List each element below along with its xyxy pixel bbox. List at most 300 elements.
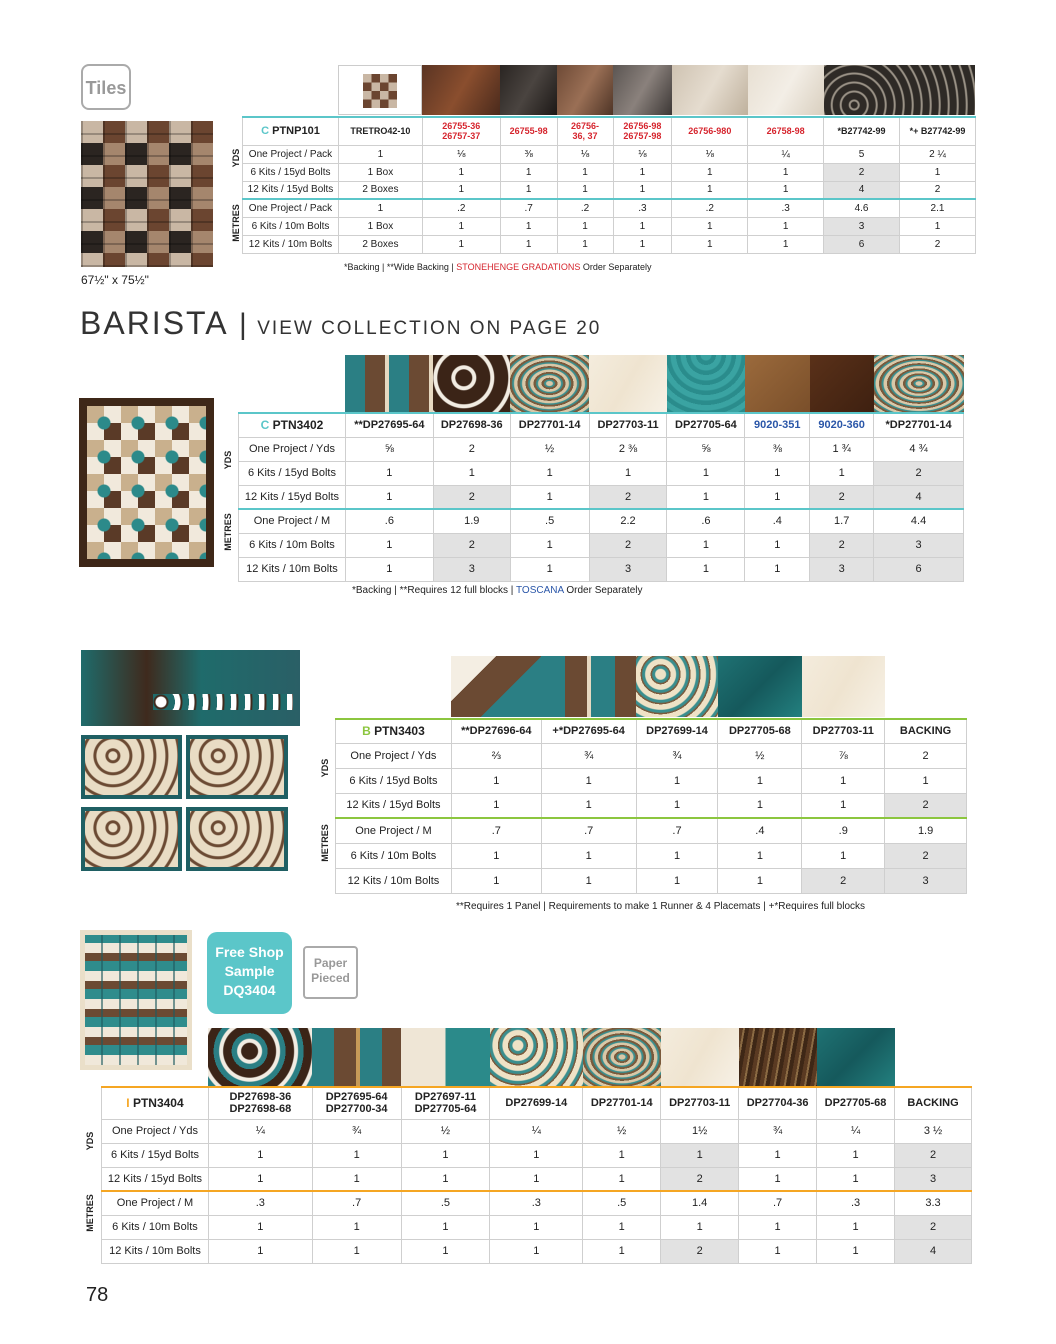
table-cell: 1 ¾ <box>810 437 874 461</box>
table-cell: 1 <box>510 485 589 509</box>
tiles-note: *Backing | **Wide Backing | STONEHENGE GRADATIONS Order Separately <box>344 262 652 272</box>
table-cell: 1 <box>451 868 541 893</box>
table-cell: 1 <box>583 1215 661 1239</box>
table-cell: 1 <box>541 768 636 793</box>
table-cell: 1 <box>613 217 672 235</box>
col-header: DP27703-11 <box>589 413 667 437</box>
row-label: 12 Kits / 10m Bolts <box>102 1239 209 1263</box>
col-header: DP27705-68 <box>817 1087 895 1119</box>
ptn3402-table <box>238 412 964 582</box>
swatch-dp27703-11 <box>589 355 667 412</box>
table-cell: 1 <box>745 485 810 509</box>
col-header: DP27698-36 DP27698-68 <box>208 1087 312 1119</box>
row-label: 6 Kits / 10m Bolts <box>336 843 452 868</box>
ptn3403-note: **Requires 1 Panel | Requirements to make 1 Runner & 4 Placemats | +*Requires full blocks <box>456 901 866 912</box>
table-cell: 3 <box>824 217 900 235</box>
swatch-dp27705-68 <box>718 656 802 717</box>
table-cell: ⅜ <box>500 145 557 163</box>
swatch-26755-36 <box>422 65 500 115</box>
table-cell: 1 <box>510 557 589 581</box>
table-cell: 1 <box>345 557 433 581</box>
table-cell: 2 <box>885 843 967 868</box>
table-cell: 2 ¼ <box>899 145 975 163</box>
col-header: DP27701-14 <box>510 413 589 437</box>
table-cell: 1 <box>541 868 636 893</box>
table-cell: 1 <box>748 235 824 253</box>
table-cell: 2 Boxes <box>338 181 422 199</box>
col-header: TRETRO42-10 <box>338 117 422 145</box>
table-cell: 1 <box>338 199 422 217</box>
table-cell: .5 <box>583 1191 661 1215</box>
col-header: 26755-98 <box>500 117 557 145</box>
col-header: DP27705-68 <box>718 719 802 743</box>
placemat-image <box>81 735 182 799</box>
row-label: One Project / Pack <box>243 199 339 217</box>
table-cell: 6 <box>874 557 964 581</box>
table-cell: 1 <box>557 217 613 235</box>
table-row <box>243 199 976 217</box>
table-row <box>239 461 964 485</box>
swatch-dp27703-11 <box>661 1028 739 1086</box>
collection-title: BARISTA <box>80 305 229 341</box>
table-cell: 1 <box>672 163 748 181</box>
table-cell: 1 <box>583 1143 661 1167</box>
pattern-code[interactable]: I PTN3404 <box>102 1087 209 1119</box>
table-cell: ¼ <box>208 1119 312 1143</box>
table-cell: 1 <box>557 163 613 181</box>
table-cell: 2.2 <box>589 509 667 533</box>
collection-link[interactable]: VIEW COLLECTION ON PAGE 20 <box>257 318 602 339</box>
swatch-26756-36 <box>557 65 613 115</box>
table-cell: 1 <box>899 163 975 181</box>
table-cell: 1 <box>613 235 672 253</box>
col-header: DP27703-11 <box>661 1087 739 1119</box>
table-cell: .7 <box>541 818 636 843</box>
tiles-table <box>242 116 976 254</box>
table-row <box>243 181 976 199</box>
table-cell: 3 <box>433 557 510 581</box>
table-cell: 1 <box>667 485 745 509</box>
table-cell: 1 <box>401 1167 490 1191</box>
free-shop-sample-badge[interactable] <box>207 932 292 1014</box>
table-cell: 1 <box>817 1143 895 1167</box>
placemat-image <box>186 735 288 799</box>
table-cell: 1 <box>451 793 541 818</box>
table-cell: 1 Box <box>338 163 422 181</box>
table-cell: 5 <box>824 145 900 163</box>
table-cell: 3 <box>874 533 964 557</box>
row-label: One Project / M <box>336 818 452 843</box>
table-cell: 1 <box>422 217 500 235</box>
table-row <box>102 1239 972 1263</box>
col-header: 26755-36 26757-37 <box>422 117 500 145</box>
swatch-dp27695-64 <box>312 1028 401 1086</box>
table-cell: 1 <box>510 461 589 485</box>
swatch-26756-98 <box>613 65 672 115</box>
swatch-dp27695-64 <box>345 355 433 412</box>
table-cell: 1 <box>422 235 500 253</box>
table-cell: 1 Box <box>338 217 422 235</box>
table-cell: 1 <box>661 1143 739 1167</box>
col-header: DP27697-11 DP27705-64 <box>401 1087 490 1119</box>
table-row <box>336 743 967 768</box>
table-cell: 1 <box>583 1167 661 1191</box>
col-header: DP27699-14 <box>636 719 718 743</box>
page-number: 78 <box>86 1284 109 1306</box>
table-cell: 3 <box>885 868 967 893</box>
ptn3403-runner-image <box>81 650 300 726</box>
table-cell: ½ <box>510 437 589 461</box>
table-cell: .4 <box>745 509 810 533</box>
table-cell: 2 <box>874 461 964 485</box>
table-cell: 1 <box>802 768 885 793</box>
table-row <box>243 217 976 235</box>
table-cell: 1 <box>817 1215 895 1239</box>
tiles-yds-label: YDS <box>231 148 241 168</box>
pattern-code[interactable]: B PTN3403 <box>336 719 452 743</box>
table-cell: 2 <box>589 533 667 557</box>
table-cell: 1 <box>583 1239 661 1263</box>
table-row <box>336 768 967 793</box>
pattern-code[interactable]: C PTN3402 <box>239 413 346 437</box>
table-cell: ¾ <box>541 743 636 768</box>
table-cell: ¾ <box>312 1119 401 1143</box>
table-cell: 1 <box>636 843 718 868</box>
table-cell: 2 <box>802 868 885 893</box>
table-cell: ⅛ <box>613 145 672 163</box>
table-cell: 2 <box>810 485 874 509</box>
table-cell: 3 <box>895 1167 972 1191</box>
col-header: DP27705-64 <box>667 413 745 437</box>
row-label: 6 Kits / 15yd Bolts <box>239 461 346 485</box>
swatch-dp27695-64 <box>541 656 636 717</box>
table-cell: 1 <box>208 1167 312 1191</box>
row-label: One Project / M <box>102 1191 209 1215</box>
row-label: One Project / Yds <box>336 743 452 768</box>
table-cell: 1 <box>500 217 557 235</box>
table-cell: 1 <box>718 793 802 818</box>
row-label: 12 Kits / 10m Bolts <box>336 868 452 893</box>
col-header: DP27703-11 <box>802 719 885 743</box>
swatch-b27742-99 <box>824 65 975 115</box>
table-cell: .6 <box>667 509 745 533</box>
table-cell: 1 <box>613 181 672 199</box>
col-header: 9020-360 <box>810 413 874 437</box>
table-cell: 1 <box>885 768 967 793</box>
table-cell: 1 <box>451 768 541 793</box>
table-row <box>102 1191 972 1215</box>
col-header: 26758-98 <box>748 117 824 145</box>
table-cell: 1 <box>739 1167 817 1191</box>
table-cell: .7 <box>312 1191 401 1215</box>
tiles-badge: Tiles <box>81 64 131 110</box>
table-cell: 2 Boxes <box>338 235 422 253</box>
table-cell: 1 <box>500 235 557 253</box>
table-cell: 2 <box>433 533 510 557</box>
swatch-26758-98 <box>748 65 824 115</box>
col-header: **DP27696-64 <box>451 719 541 743</box>
table-cell: ¼ <box>490 1119 583 1143</box>
swatch-dp27696-64 <box>451 656 541 717</box>
table-cell: .2 <box>557 199 613 217</box>
table-cell: 1 <box>613 163 672 181</box>
table-cell: ½ <box>718 743 802 768</box>
table-cell: 1 <box>817 1239 895 1263</box>
sample-code: DQ3404 <box>223 982 276 998</box>
col-header: **DP27695-64 <box>345 413 433 437</box>
table-cell: ¾ <box>739 1119 817 1143</box>
table-cell: .7 <box>451 818 541 843</box>
col-header: 26756-980 <box>672 117 748 145</box>
table-cell: .2 <box>422 199 500 217</box>
table-cell: 1 <box>490 1239 583 1263</box>
table-row <box>102 1119 972 1143</box>
table-cell: ⅛ <box>557 145 613 163</box>
table-cell: 1 <box>433 461 510 485</box>
table-cell: .5 <box>510 509 589 533</box>
row-label: 12 Kits / 15yd Bolts <box>243 181 339 199</box>
tiles-quilt-size: 67½" x 75½" <box>81 273 149 287</box>
table-cell: 1 <box>422 181 500 199</box>
ptn3402-metres-label: METRES <box>223 513 233 551</box>
sample-text: Sample <box>224 963 275 979</box>
table-cell: 1 <box>636 793 718 818</box>
table-cell: 1 <box>312 1143 401 1167</box>
table-cell: 2 <box>899 181 975 199</box>
table-cell: 1 <box>748 181 824 199</box>
tiles-metres-label: METRES <box>231 204 241 242</box>
table-cell: 1.7 <box>810 509 874 533</box>
row-label: One Project / Pack <box>243 145 339 163</box>
ptn3404-metres-label: METRES <box>85 1194 95 1232</box>
table-cell: ⅝ <box>667 437 745 461</box>
swatch-tretro42-10 <box>338 65 422 115</box>
table-cell: .3 <box>613 199 672 217</box>
table-cell: 1 <box>589 461 667 485</box>
table-cell: 1 <box>208 1143 312 1167</box>
tiles-quilt-image <box>81 121 213 267</box>
col-header: DP27699-14 <box>490 1087 583 1119</box>
table-row <box>102 1143 972 1167</box>
table-cell: 1 <box>345 485 433 509</box>
row-label: One Project / Yds <box>239 437 346 461</box>
table-cell: 1 <box>557 235 613 253</box>
heading-separator: | <box>239 308 247 341</box>
table-cell: 1 <box>817 1167 895 1191</box>
table-cell: 4 <box>874 485 964 509</box>
table-cell: 1 <box>667 461 745 485</box>
table-row <box>239 557 964 581</box>
ptn3404-table <box>101 1086 972 1264</box>
pattern-code[interactable]: C PTNP101 <box>243 117 339 145</box>
table-cell: 3 ½ <box>895 1119 972 1143</box>
table-cell: 1 <box>557 181 613 199</box>
table-cell: ⅝ <box>345 437 433 461</box>
col-header: 26756- 36, 37 <box>557 117 613 145</box>
table-cell: 1 <box>422 163 500 181</box>
table-cell: .5 <box>401 1191 490 1215</box>
table-cell: 1 <box>745 461 810 485</box>
table-cell: 2 <box>885 793 967 818</box>
paper-pieced-badge: Paper Pieced <box>303 946 358 999</box>
ptn3402-quilt-image <box>79 398 214 567</box>
ptn3402-note: *Backing | **Requires 12 full blocks | TOSCANA Order Separately <box>352 585 643 596</box>
table-cell: .2 <box>672 199 748 217</box>
table-cell: 1 <box>739 1143 817 1167</box>
table-cell: 2 <box>824 163 900 181</box>
table-cell: ½ <box>583 1119 661 1143</box>
row-label: One Project / Yds <box>102 1119 209 1143</box>
free-shop-text: Free Shop <box>215 944 284 960</box>
table-cell: 6 <box>824 235 900 253</box>
table-row <box>243 145 976 163</box>
table-cell: ⅛ <box>422 145 500 163</box>
swatch-dp27697-11 <box>401 1028 490 1086</box>
table-row <box>102 1167 972 1191</box>
table-cell: 1 <box>739 1215 817 1239</box>
row-label: 12 Kits / 15yd Bolts <box>102 1167 209 1191</box>
table-cell: 3 <box>589 557 667 581</box>
table-cell: 2 <box>895 1215 972 1239</box>
table-cell: 1 <box>672 235 748 253</box>
table-cell: .3 <box>490 1191 583 1215</box>
row-label: 12 Kits / 10m Bolts <box>239 557 346 581</box>
table-cell: .4 <box>718 818 802 843</box>
table-row <box>336 868 967 893</box>
table-cell: 1 <box>718 868 802 893</box>
col-header: 9020-351 <box>745 413 810 437</box>
table-row <box>239 437 964 461</box>
row-label: 6 Kits / 15yd Bolts <box>102 1143 209 1167</box>
table-cell: 4 <box>895 1239 972 1263</box>
table-cell: 1 <box>345 461 433 485</box>
table-cell: 1 <box>490 1167 583 1191</box>
table-cell: .7 <box>739 1191 817 1215</box>
swatch-dp27704-36 <box>739 1028 817 1086</box>
table-cell: 2 <box>589 485 667 509</box>
col-header: BACKING <box>885 719 967 743</box>
table-cell: 1 <box>745 533 810 557</box>
swatch-26756-980 <box>672 65 748 115</box>
col-header: DP27698-36 <box>433 413 510 437</box>
col-header: DP27695-64 DP27700-34 <box>312 1087 401 1119</box>
table-cell: 2 <box>661 1239 739 1263</box>
table-cell: 2 <box>433 437 510 461</box>
swatch-dp27699-14 <box>490 1028 583 1086</box>
row-label: 6 Kits / 10m Bolts <box>243 217 339 235</box>
table-cell: 2 ⅜ <box>589 437 667 461</box>
ptn3403-yds-label: YDS <box>320 758 330 778</box>
swatch-dp27698-36 <box>208 1028 312 1086</box>
table-cell: .6 <box>345 509 433 533</box>
swatch-dp27701-14 <box>583 1028 661 1086</box>
table-cell: ¼ <box>748 145 824 163</box>
table-cell: 2 <box>810 533 874 557</box>
col-header: DP27704-36 <box>739 1087 817 1119</box>
row-label: One Project / M <box>239 509 346 533</box>
col-header: *B27742-99 <box>824 117 900 145</box>
row-label: 12 Kits / 15yd Bolts <box>239 485 346 509</box>
table-cell: 1.9 <box>433 509 510 533</box>
table-row <box>336 793 967 818</box>
col-header: 26756-98 26757-98 <box>613 117 672 145</box>
table-cell: 1 <box>672 181 748 199</box>
table-cell: .7 <box>500 199 557 217</box>
col-header: BACKING <box>895 1087 972 1119</box>
table-cell: ⅔ <box>451 743 541 768</box>
table-cell: ⅛ <box>672 145 748 163</box>
table-cell: .3 <box>748 199 824 217</box>
table-cell: ⅜ <box>745 437 810 461</box>
table-cell: 1 <box>718 768 802 793</box>
table-cell: 1 <box>541 793 636 818</box>
table-cell: 4 <box>824 181 900 199</box>
table-cell: 1 <box>500 163 557 181</box>
table-cell: 1 <box>500 181 557 199</box>
table-cell: 2.1 <box>899 199 975 217</box>
ptn3403-table <box>335 718 967 894</box>
table-row <box>336 818 967 843</box>
placemat-image <box>81 807 182 871</box>
table-cell: 1 <box>739 1239 817 1263</box>
table-cell: 1 <box>312 1215 401 1239</box>
table-cell: 1 <box>490 1215 583 1239</box>
swatch-9020-360 <box>810 355 874 412</box>
row-label: 6 Kits / 15yd Bolts <box>336 768 452 793</box>
table-cell: 2 <box>885 743 967 768</box>
table-cell: .3 <box>817 1191 895 1215</box>
table-cell: 1 <box>401 1215 490 1239</box>
table-cell: 1 <box>810 461 874 485</box>
table-cell: 2 <box>895 1143 972 1167</box>
ptn3402-yds-label: YDS <box>223 450 233 470</box>
table-cell: .7 <box>636 818 718 843</box>
table-row <box>243 163 976 181</box>
row-label: 6 Kits / 15yd Bolts <box>243 163 339 181</box>
swatch-9020-351 <box>745 355 810 412</box>
table-cell: 1 <box>401 1143 490 1167</box>
table-cell: 1 <box>667 533 745 557</box>
table-cell: 1 <box>661 1215 739 1239</box>
table-cell: 4.4 <box>874 509 964 533</box>
ptn3403-metres-label: METRES <box>320 824 330 862</box>
table-cell: 1 <box>451 843 541 868</box>
table-cell: 1 <box>312 1239 401 1263</box>
table-cell: ⅞ <box>802 743 885 768</box>
table-cell: 2 <box>433 485 510 509</box>
table-cell: 1 <box>636 768 718 793</box>
swatch-dp27699-14 <box>636 656 718 717</box>
table-cell: 1 <box>345 533 433 557</box>
table-cell: 1 <box>636 868 718 893</box>
table-cell: 1 <box>802 843 885 868</box>
table-cell: ½ <box>401 1119 490 1143</box>
row-label: 6 Kits / 10m Bolts <box>102 1215 209 1239</box>
col-header: DP27701-14 <box>583 1087 661 1119</box>
table-cell: 1 <box>312 1167 401 1191</box>
table-cell: 2 <box>899 235 975 253</box>
table-cell: 1½ <box>661 1119 739 1143</box>
table-cell: 3.3 <box>895 1191 972 1215</box>
table-cell: .9 <box>802 818 885 843</box>
swatch-dp27701-14-backing <box>874 355 964 412</box>
table-cell: 1 <box>490 1143 583 1167</box>
ptn3404-yds-label: YDS <box>85 1131 95 1151</box>
table-cell: 4.6 <box>824 199 900 217</box>
table-cell: 1 <box>718 843 802 868</box>
swatch-dp27705-64 <box>667 355 745 412</box>
table-cell: 1 <box>745 557 810 581</box>
